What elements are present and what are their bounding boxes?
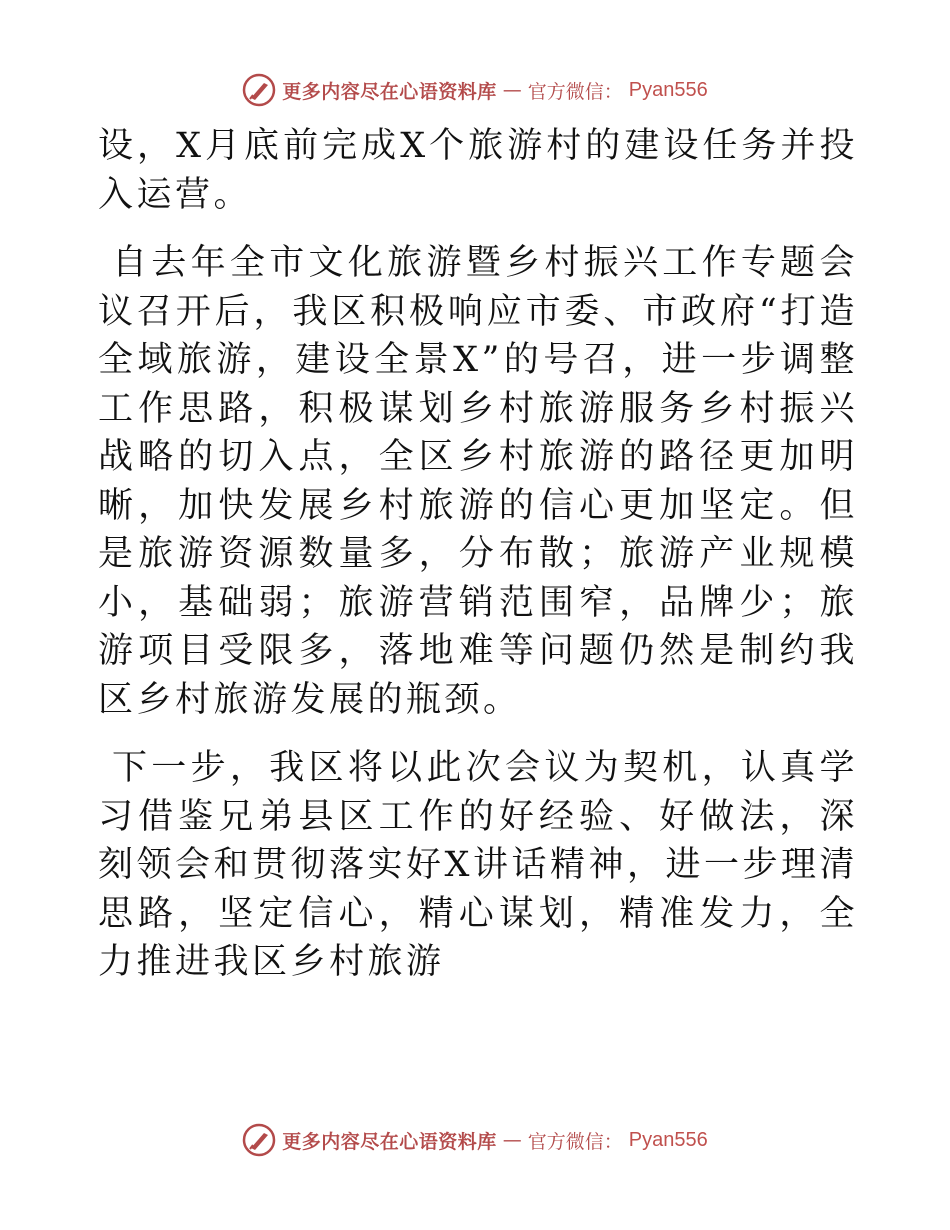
paragraph-3: 下一步，我区将以此次会议为契机，认真学习借鉴兄弟县区工作的好经验、好做法，深刻领会和贯彻落实好X讲话精神，进一步理清思路，坚定信心，精心谋划，精准发力，全力推进我区乡村旅游 [98,748,858,982]
footer-banner [0,1120,950,1160]
footer-wechat-label: 官方微信： [527,1130,623,1153]
quill-pen-logo-icon [242,1123,276,1157]
header-wechat-label: 官方微信： [527,80,623,103]
footer-brand-text: 更多内容尽在心语资料库 [282,1130,497,1153]
paragraph-2: 自去年全市文化旅游暨乡村振兴工作专题会议召开后，我区积极响应市委、市政府“打造全域旅游，建设全景X”的号召，进一步调整工作思路，积极谋划乡村旅游服务乡村振兴战略的切入点，全区乡村旅游的路径更加明晰，加快发展乡村旅游的信心更加坚定。但是旅游资源数量多，分布散；旅游产业规模小，基础弱；旅游营销范围窄，品牌少；旅游项目受限多，落地难等问题仍然是制约我区乡村旅游发展的瓶颈。 [98,243,858,720]
header-wechat-id: Pyan556 [628,78,708,101]
header-separator: — [502,79,522,101]
document-body [98,122,858,987]
footer-wechat-id: Pyan556 [628,1128,708,1151]
quill-pen-logo-icon [242,73,276,107]
header-brand-text: 更多内容尽在心语资料库 [282,80,497,103]
paragraph-1: 设，X月底前完成X个旅游村的建设任务并投入运营。 [98,126,858,215]
header-banner [0,70,950,110]
footer-separator: — [502,1129,522,1151]
